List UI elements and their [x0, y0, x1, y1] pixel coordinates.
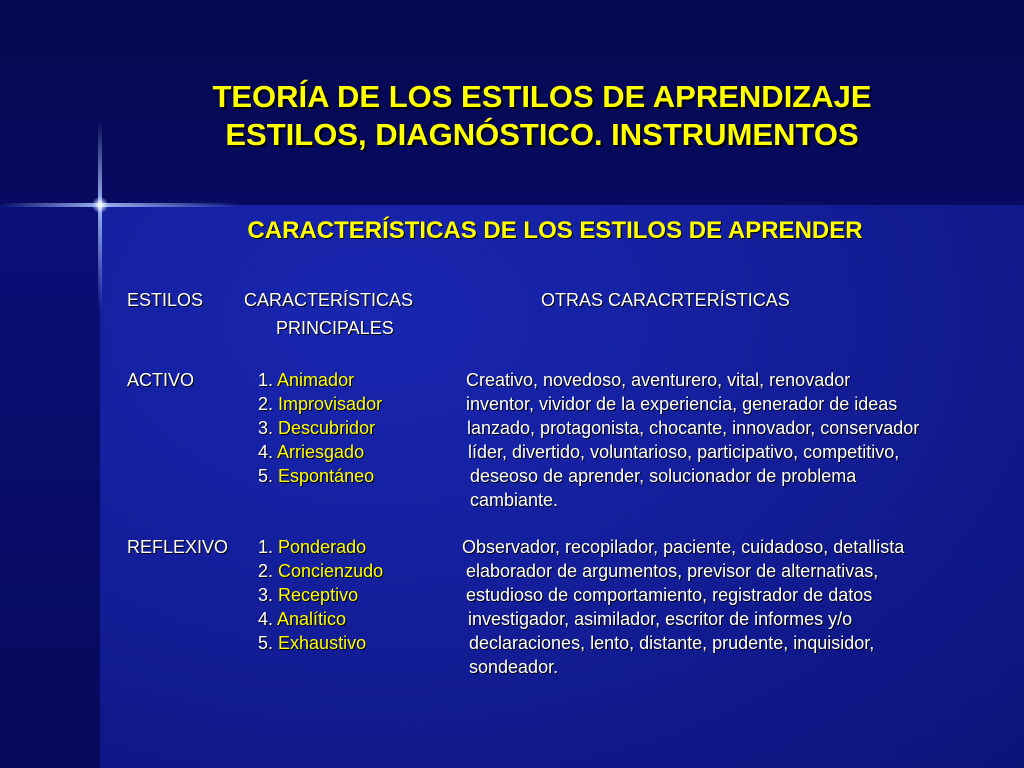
list-item: 4. Arriesgado	[258, 442, 365, 462]
header-caracteristicas: CARACTERÍSTICAS	[244, 290, 414, 310]
title-line-2: ESTILOS, DIAGNÓSTICO. INSTRUMENTOS	[225, 117, 859, 152]
header-estilos: ESTILOS	[127, 290, 204, 310]
list-item: 5. Exhaustivo	[258, 633, 367, 653]
otras-line: Observador, recopilador, paciente, cuidadoso, detallista	[462, 537, 905, 557]
otras-line: investigador, asimilador, escritor de informes y/o	[468, 609, 853, 629]
list-item: 1. Ponderado	[258, 537, 367, 557]
style-label-activo: ACTIVO	[127, 370, 195, 390]
list-item: 5. Espontáneo	[258, 466, 375, 486]
left-band	[0, 205, 100, 768]
list-item: 3. Receptivo	[258, 585, 359, 605]
otras-line: lanzado, protagonista, chocante, innovador, conservador	[467, 418, 920, 438]
otras-line: declaraciones, lento, distante, prudente, inquisidor,	[469, 633, 875, 653]
otras-line: líder, divertido, voluntarioso, participativo, competitivo,	[468, 442, 900, 462]
title-line-1: TEORÍA DE LOS ESTILOS DE APRENDIZAJE	[212, 79, 872, 114]
sparkle-icon	[92, 197, 108, 213]
slide-subtitle: CARACTERÍSTICAS DE LOS ESTILOS DE APRENDER	[247, 217, 863, 244]
list-item: 3. Descubridor	[258, 418, 376, 438]
header-principales: PRINCIPALES	[276, 318, 394, 338]
list-item: 2. Concienzudo	[258, 561, 384, 581]
otras-line: cambiante.	[470, 490, 559, 510]
slide-title	[0, 78, 1024, 154]
style-label-reflexivo: REFLEXIVO	[127, 537, 229, 557]
sparkle-icon-horizontal	[0, 203, 240, 207]
otras-line: estudioso de comportamiento, registrador de datos	[466, 585, 873, 605]
header-otras: OTRAS CARACRTERÍSTICAS	[541, 290, 790, 310]
list-item: 4. Analítico	[258, 609, 347, 629]
otras-line: inventor, vividor de la experiencia, generador de ideas	[466, 394, 898, 414]
otras-line: deseoso de aprender, solucionador de problema	[470, 466, 857, 486]
otras-line: Creativo, novedoso, aventurero, vital, renovador	[466, 370, 851, 390]
list-item: 2. Improvisador	[258, 394, 383, 414]
list-item: 1. Animador	[258, 370, 355, 390]
otras-line: sondeador.	[469, 657, 559, 677]
otras-line: elaborador de argumentos, previsor de alternativas,	[466, 561, 879, 581]
